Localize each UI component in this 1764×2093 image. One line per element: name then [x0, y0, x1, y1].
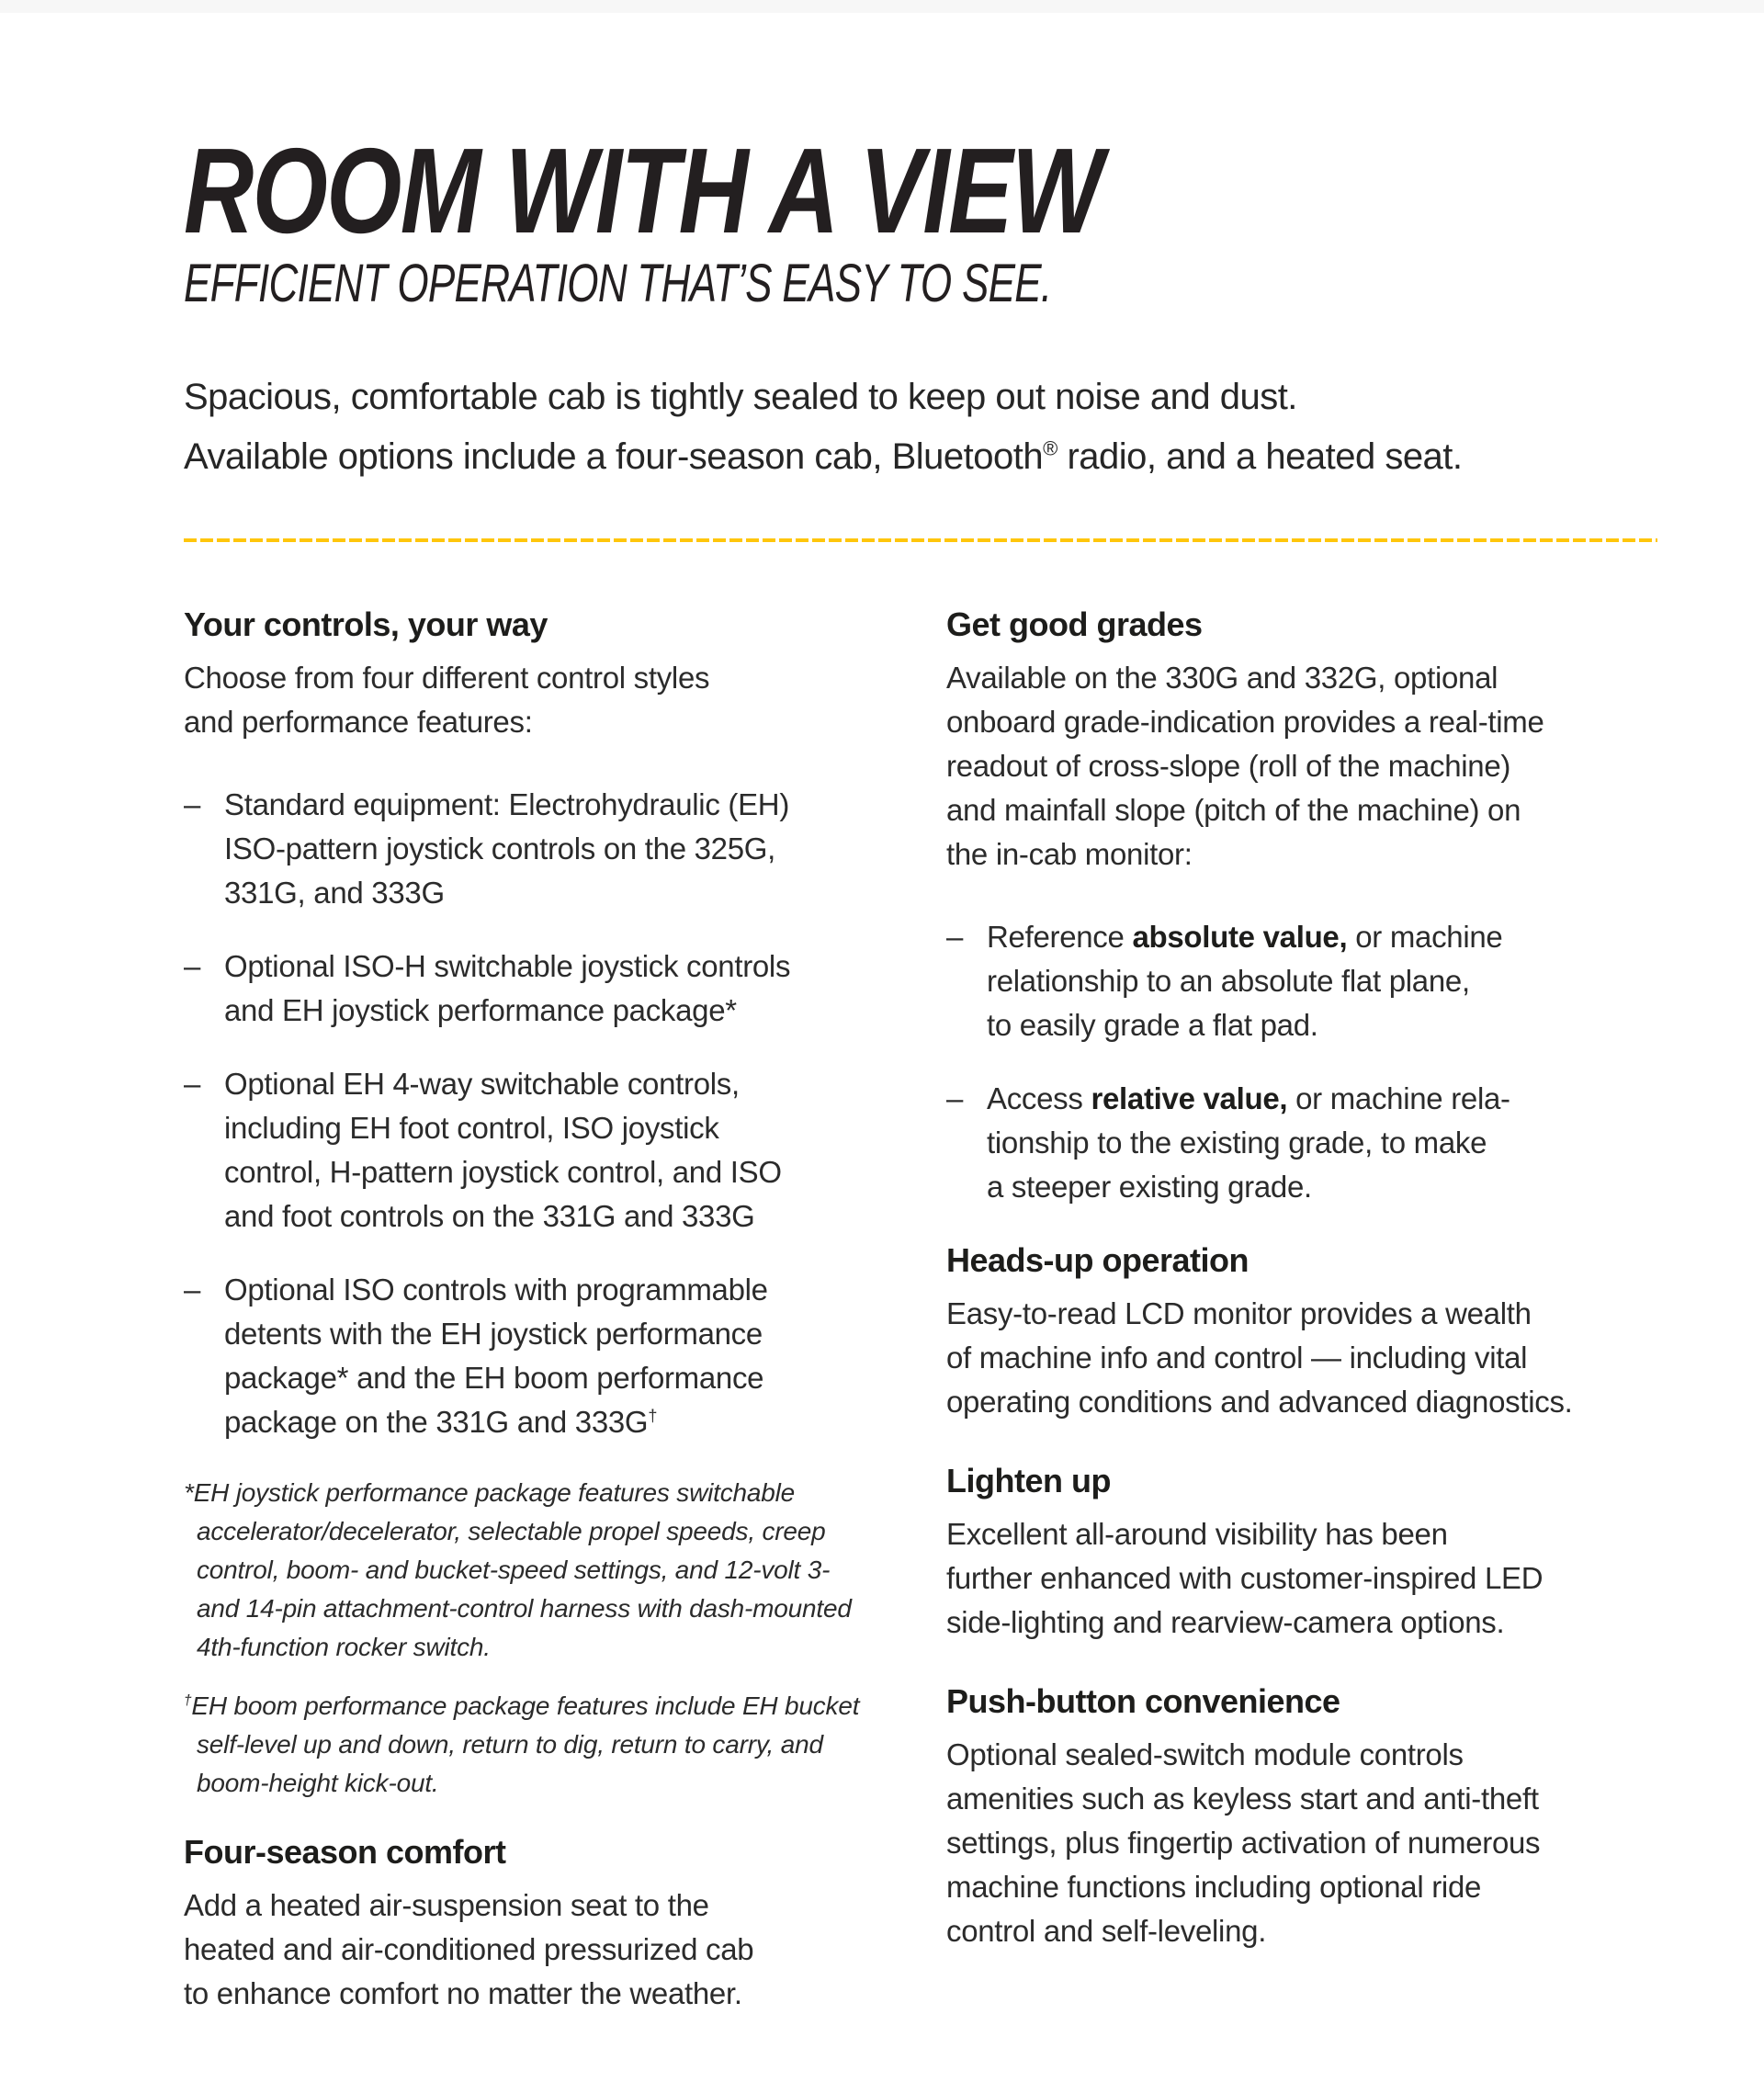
footnotes: [184, 1474, 880, 1803]
section-get-good-grades: [946, 606, 1676, 1209]
footnote-asterisk: *EH joystick performance package features switchable accelerator/decelerator, selectable propel speeds, creep control, boom- and bucket-speed settings, and 12-volt 3- and 14-pin attachment-control harness with dash-mounted 4th-function rocker switch.: [184, 1478, 852, 1661]
section-lighten-up: [946, 1463, 1676, 1645]
section-heading: Four-season comfort: [184, 1833, 506, 1871]
bullet-text: Standard equipment: Electrohydraulic (EH) ISO-pattern joystick controls on the 325G, 331G, and 333G: [224, 787, 790, 910]
bullet-item: [184, 1268, 880, 1444]
paragraph: Excellent all-around visibility has been further enhanced with customer-inspired LED side-lighting and rearview-camera options.: [946, 1517, 1544, 1639]
bullet-item: [184, 1062, 880, 1239]
bullet-dash: –: [184, 1067, 201, 1101]
bullet-dash: –: [184, 1273, 201, 1307]
bullet-text: Optional EH 4-way switchable controls, including EH foot control, ISO joystick control, H-pattern joystick control, and ISO and foot controls on the 331G and 333G: [224, 1067, 782, 1233]
bullet-text: Optional ISO-H switchable joystick controls and EH joystick performance package*: [224, 949, 791, 1027]
page-edge-texture: [0, 0, 1764, 13]
page-subtitle: [184, 255, 1676, 312]
bullet-dash: –: [184, 949, 201, 983]
page-title: [184, 123, 1676, 258]
bullet-item: [946, 1077, 1676, 1209]
paragraph: Optional sealed-switch module controls amenities such as keyless start and anti-theft settings, plus fingertip activation of numerous machine functions including optional ride control and self-leveling.: [946, 1737, 1541, 1948]
paragraph: Choose from four different control styles and performance features:: [184, 661, 710, 739]
paragraph: Add a heated air-suspension seat to the heated and air-conditioned pressurized cab to enhance comfort no matter the weather.: [184, 1888, 754, 2010]
bullet-item: [184, 783, 880, 915]
bullet-text: Access relative value, or machine rela- tionship to the existing grade, to make a steeper existing grade.: [987, 1081, 1510, 1204]
section-heads-up-operation: [946, 1242, 1676, 1424]
two-column-body: [184, 606, 1676, 2016]
section-your-controls: [184, 606, 880, 1803]
bullet-item: [184, 945, 880, 1033]
right-column: [946, 606, 1676, 2016]
bullet-text: Reference absolute value, or machine relationship to an absolute flat plane, to easily grade a flat pad.: [987, 920, 1503, 1042]
yellow-dashed-divider: [184, 538, 1657, 542]
left-column: [184, 606, 880, 2016]
section-heading: Push-button convenience: [946, 1682, 1340, 1720]
page-subtitle-text: EFFICIENT OPERATION THAT’S EASY TO SEE.: [184, 254, 1052, 313]
bullet-dash: –: [184, 787, 201, 821]
bullet-text: Optional ISO controls with programmable detents with the EH joystick performance package* and the EH boom performance package on the 331G and 333G†: [224, 1273, 768, 1439]
paragraph: Available on the 330G and 332G, optional onboard grade-indication provides a real-time readout of cross-slope (roll of the machine) and mainfall slope (pitch of the machine) on the in-cab monitor:: [946, 661, 1544, 871]
bullet-dash: –: [946, 1081, 964, 1115]
intro-paragraph: Spacious, comfortable cab is tightly sealed to keep out noise and dust. Available options include a four-season cab, Bluetooth® radio, and a heated seat.: [184, 377, 1463, 477]
page-title-text: ROOM WITH A VIEW: [184, 123, 1102, 258]
section-push-button-convenience: [946, 1683, 1676, 1953]
bullet-item: [946, 915, 1676, 1047]
section-heading: Your controls, your way: [184, 605, 548, 643]
footnote-dagger: †EH boom performance package features include EH bucket self-level up and down, return to dig, return to carry, and boom-height kick-out.: [184, 1691, 860, 1797]
section-four-season-comfort: [184, 1834, 880, 2016]
section-heading: Lighten up: [946, 1462, 1111, 1499]
section-heading: Get good grades: [946, 605, 1203, 643]
section-heading: Heads-up operation: [946, 1241, 1250, 1279]
paragraph: Easy-to-read LCD monitor provides a wealth of machine info and control — including vital operating conditions and advanced diagnostics.: [946, 1296, 1573, 1419]
bullet-dash: –: [946, 920, 964, 954]
